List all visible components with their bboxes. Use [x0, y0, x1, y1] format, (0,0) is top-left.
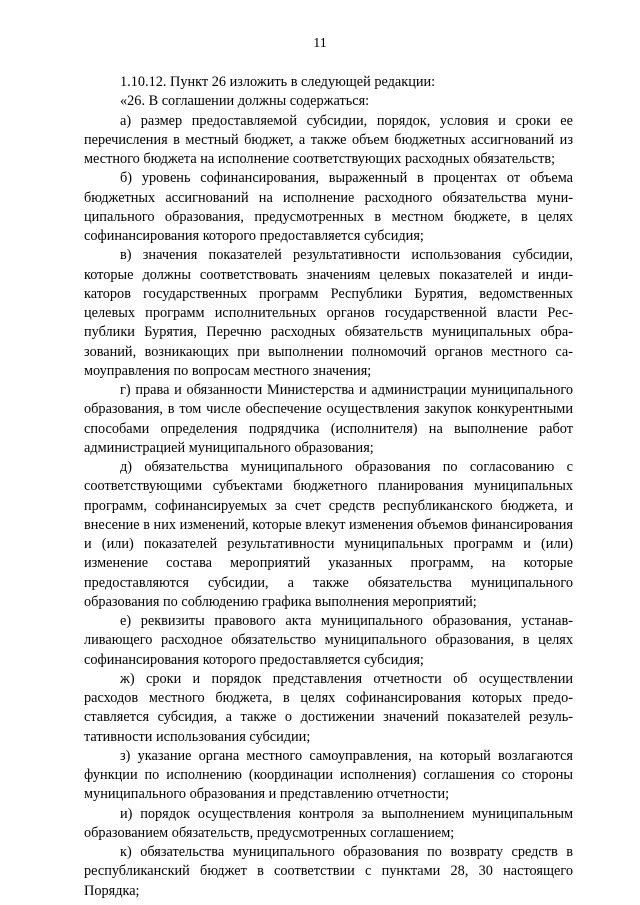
paragraph-subitem-a: а) размер предоставляемой субсидии, порядок, условия и сроки ее перечисления в местный бюджет, а также объем бюджетных ассигнований из местного бюджета на исполнение соответствующих расходных обязательств; [84, 112, 573, 167]
paragraph-subitem-e: е) реквизиты правового акта муниципального образования, устанавливающего расходное обязательство муниципального образования, в целях софинансирования которого предоставляется субсидия; [84, 613, 573, 668]
paragraph-subitem-k: к) обязательства муниципального образования по возврату средств в республиканский бюджет в соответствии с пунктами 28, 30 настоящего Порядка; [84, 844, 573, 899]
paragraph-subitem-z: з) указание органа местного самоуправления, на который возлагаются функции по исполнению (координации исполнения) соглашения со стороны муниципального образования и представлению отчетности; [84, 747, 573, 803]
paragraph-subitem-d: д) обязательства муниципального образования по согласованию с соответствующими субъектами бюджетного планирования муниципальных программ, софинансируемых за счет средств республиканского бюджета, и внесение в них изменений, которые влекут изменения объемов финансирования и (или) показателей результативности муниципальных программ и (или) изменение состава мероприятий указанных программ, на которые предоставляются субсидии, а также обязательства муниципального образования по соблюдению графика выполнения мероприятий; [84, 459, 573, 610]
paragraph-item-1-10-12: 1.10.12. Пункт 26 изложить в следующей редакции: [120, 74, 436, 90]
paragraph-subitem-b: б) уровень софинансирования, выраженный в процентах от объема бюджетных ассигнований на исполнение расходного обязательства муниципального образования, предусмотренных в местном бюджете, в целях софинансирования которого предоставляется субсидия; [84, 170, 573, 244]
paragraph-subitem-v: в) значения показателей результативности использования субсидии, которые должны соответствовать значениям целевых показателей и индикаторов государственных программ Республики Бурятия, ведомственных целевых программ исполнительных органов государственной власти Республики Бурятия, Перечню расходных обязательств муниципальных образований, возникающих при выполнении полномочий органов местного самоуправления по вопросам местного значения; [84, 247, 573, 379]
page-number: 11 [313, 36, 327, 51]
paragraph-subitem-g: г) права и обязанности Министерства и администрации муниципального образования, в том числе обеспечение осуществления закупок конкурентными способами определения подрядчика (исполнителя) на выполнение работ администрацией муниципального образования; [84, 382, 573, 456]
paragraph-subitem-i: и) порядок осуществления контроля за выполнением муниципальным образованием обязательств, предусмотренных соглашением; [84, 805, 573, 841]
paragraph-item-26-intro: «26. В соглашении должны содержаться: [120, 93, 370, 110]
paragraph-subitem-zh: ж) сроки и порядок представления отчетности об осуществлении расходов местного бюджета, в целях софинансирования которых предоставляется субсидия, а также о достижении значений показателей результативности использования субсидии; [84, 670, 573, 745]
document-body [84, 73, 573, 901]
